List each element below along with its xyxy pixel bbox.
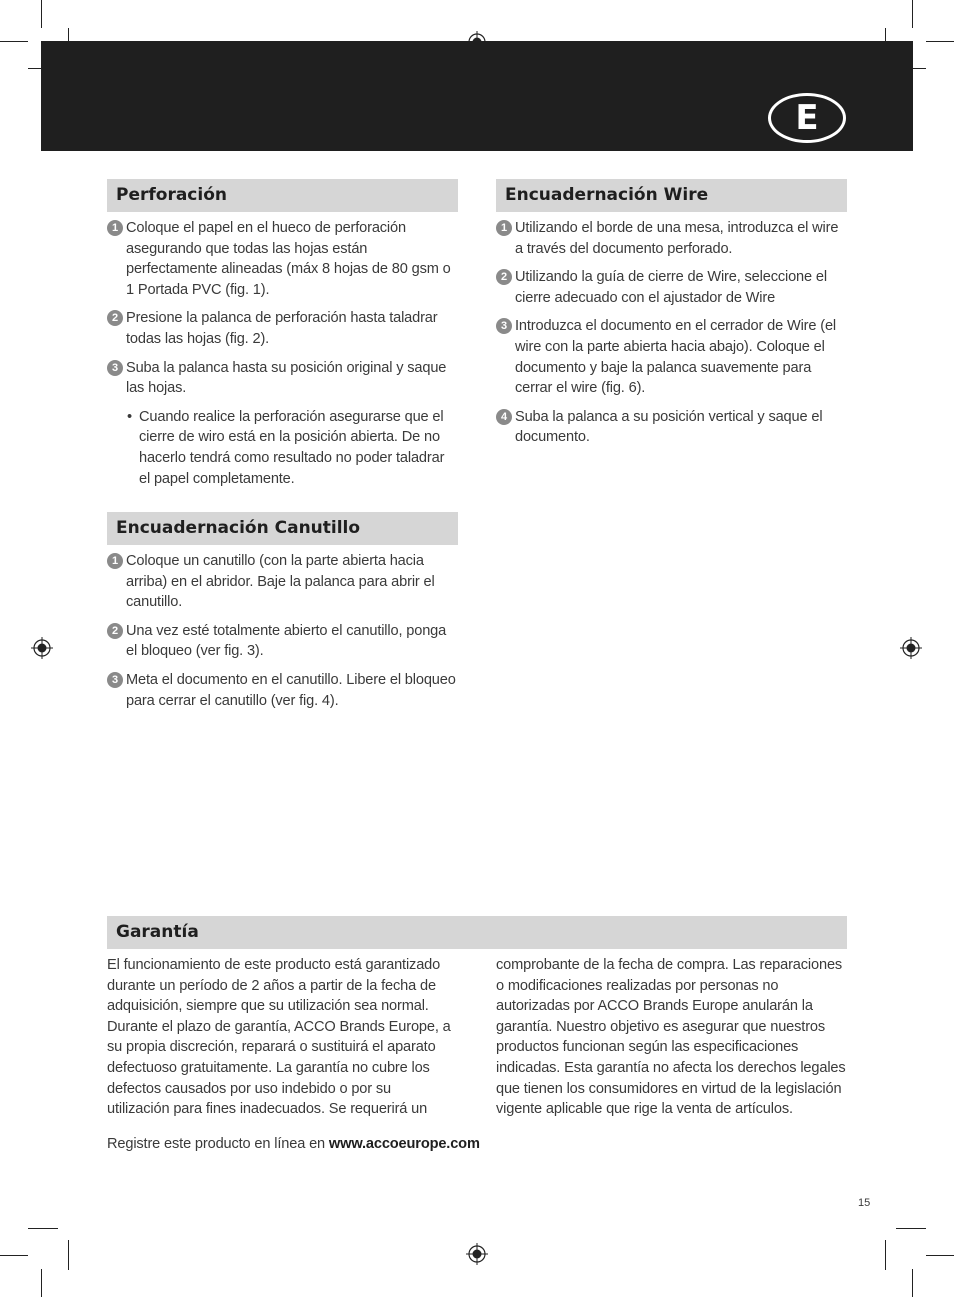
section-garantia	[107, 916, 847, 949]
registration-mark-icon	[466, 1243, 488, 1265]
warranty-paragraph-right: comprobante de la fecha de compra. Las reparaciones o modificaciones realizadas por personas no autorizadas por ACCO Brands Europe anularán la garantía. Nuestro objetivo es asegurar que nuestros productos funcionan según las especificaciones indicadas. Esta garantía no afecta los derechos legales que tienen los consumidores en virtud de la legislación vigente aplicable que rige la venta de artículos.	[496, 957, 846, 1118]
step-list	[107, 551, 458, 711]
crop-mark	[68, 1240, 69, 1270]
step-number-icon: 3	[107, 672, 123, 688]
step-item: 1 Coloque el papel en el hueco de perforación asegurando que todas las hojas están perfectamente alineadas (máx 8 hojas de 80 gsm o 1 Portada PVC (fig. 1).	[107, 218, 458, 300]
step-list	[496, 218, 847, 448]
step-item: 2 Utilizando la guía de cierre de Wire, seleccione el cierre adecuado con el ajustador de Wire	[496, 267, 847, 308]
crop-mark	[28, 1228, 58, 1229]
step-number-icon: 2	[107, 310, 123, 326]
step-list	[107, 218, 458, 399]
section-canutillo	[107, 512, 458, 719]
step-number-icon: 1	[496, 220, 512, 236]
step-number-icon: 3	[496, 318, 512, 334]
section-wire	[496, 179, 847, 456]
page-number: 15	[858, 1197, 871, 1209]
note-bullet: • Cuando realice la perforación asegurarse que el cierre de wiro está en la posición abierta. De no hacerlo tendrá como resultado no poder taladrar el papel completamente.	[127, 408, 445, 487]
register-url-link[interactable]: www.accoeurope.com	[328, 1136, 480, 1152]
step-item: 2 Una vez esté totalmente abierto el canutillo, ponga el bloqueo (ver fig. 3).	[107, 621, 458, 662]
bullet-icon: •	[127, 408, 132, 425]
crop-mark	[912, 1269, 913, 1297]
section-title: Perforación	[107, 179, 458, 212]
registration-mark-icon	[31, 637, 53, 659]
step-item: 1 Utilizando el borde de una mesa, introduzca el wire a través del documento perforado.	[496, 218, 847, 259]
crop-mark	[896, 1228, 926, 1229]
step-number-icon: 4	[496, 409, 512, 425]
registration-mark-icon	[900, 637, 922, 659]
section-title: Encuadernación Canutillo	[107, 512, 458, 545]
step-item: 3 Introduzca el documento en el cerrador de Wire (el wire con la parte abierta hacia abajo). Coloque el documento y baje la palanca suavemente para cerrar el wire (fig. 6).	[496, 316, 847, 398]
step-number-icon: 1	[107, 553, 123, 569]
crop-mark	[0, 1255, 28, 1256]
crop-mark	[885, 1240, 886, 1270]
crop-mark	[0, 41, 28, 42]
register-line: Registre este producto en línea en www.accoeurope.com	[107, 1136, 480, 1152]
step-item: 2 Presione la palanca de perforación hasta taladrar todas las hojas (fig. 2).	[107, 308, 458, 349]
crop-mark	[41, 1269, 42, 1297]
step-item: 1 Coloque un canutillo (con la parte abierta hacia arriba) en el abridor. Baje la palanca para abrir el canutillo.	[107, 551, 458, 613]
warranty-paragraph-left: El funcionamiento de este producto está garantizado durante un período de 2 años a partir de la fecha de adquisición, siempre que su utilización sea normal. Durante el plazo de garantía, ACCO Brands Europe, a su propia discreción, reparará o sustituirá el aparato defectuoso gratuitamente. La garantía no cubre los defectos causados por uso indebido o por su utilización para fines inadecuados. Se requerirá un	[107, 957, 451, 1118]
step-number-icon: 2	[107, 623, 123, 639]
crop-mark	[926, 41, 954, 42]
language-badge: E	[768, 93, 846, 143]
step-item: 3 Meta el documento en el canutillo. Libere el bloqueo para cerrar el canutillo (ver fig. 4).	[107, 670, 458, 711]
crop-mark	[912, 0, 913, 28]
section-title: Garantía	[107, 916, 847, 949]
step-number-icon: 3	[107, 360, 123, 376]
section-perforacion	[107, 179, 458, 489]
step-number-icon: 2	[496, 269, 512, 285]
section-title: Encuadernación Wire	[496, 179, 847, 212]
step-number-icon: 1	[107, 220, 123, 236]
crop-mark	[41, 0, 42, 28]
step-item: 3 Suba la palanca hasta su posición original y saque las hojas.	[107, 358, 458, 399]
step-item: 4 Suba la palanca a su posición vertical y saque el documento.	[496, 407, 847, 448]
crop-mark	[926, 1255, 954, 1256]
